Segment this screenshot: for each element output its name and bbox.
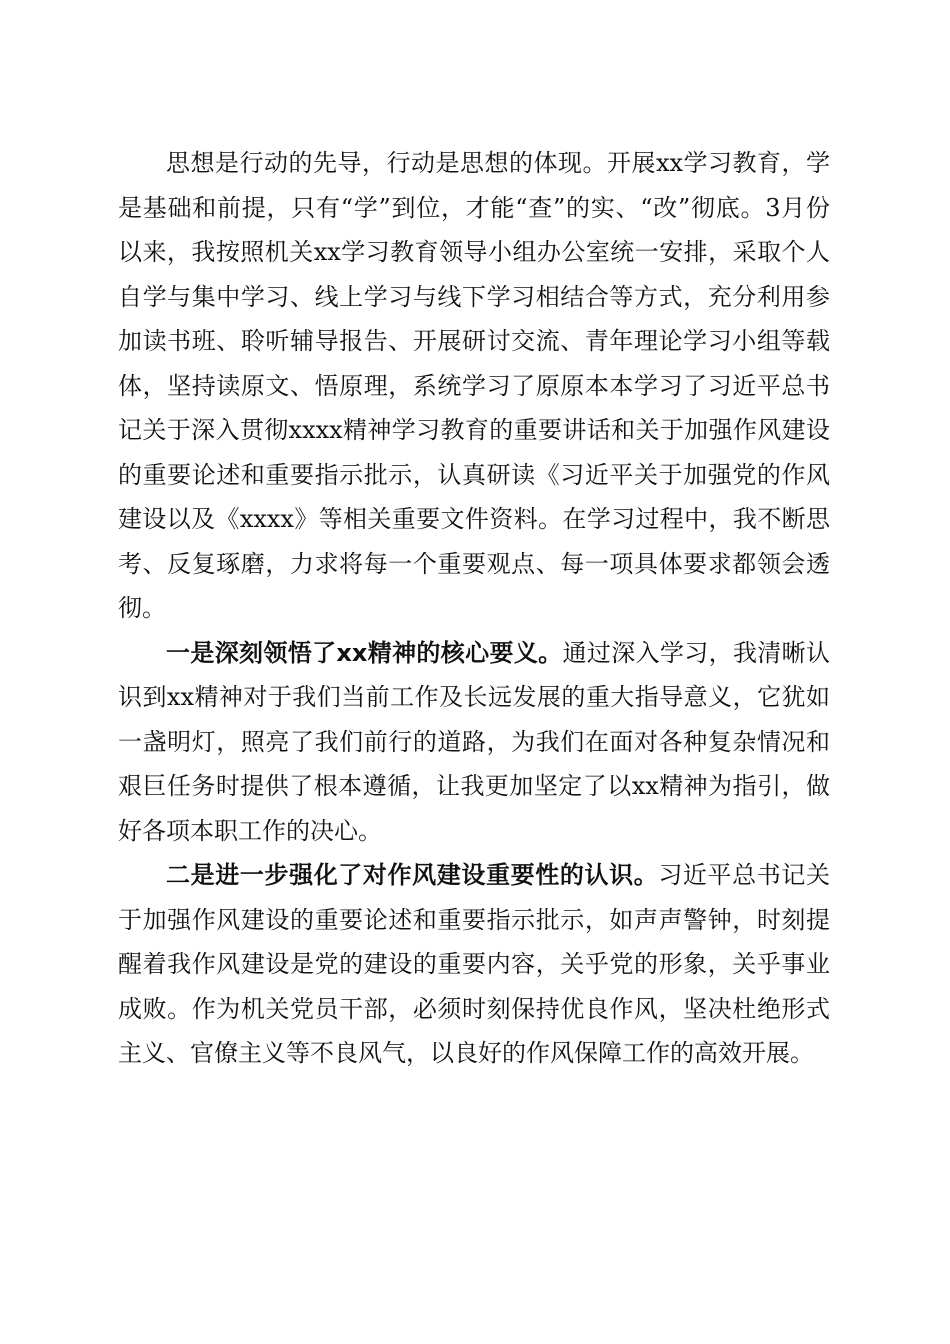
document-body bbox=[118, 141, 830, 1076]
paragraph-point-1-text: 通过深入学习，我清晰认识到xx精神对于我们当前工作及长远发展的重大指导意义，它犹如一盏明灯，照亮了我们前行的道路，为我们在面对各种复杂情况和艰巨任务时提供了根本遵循，让我更加坚定了以xx精神为指引，做好各项本职工作的决心。 bbox=[118, 638, 831, 845]
paragraph-point-1-lead: 一是深刻领悟了xx精神的核心要义。 bbox=[166, 638, 563, 667]
paragraph-point-2-text: 习近平总书记关于加强作风建设的重要论述和重要指示批示，如声声警钟，时刻提醒着我作风建设是党的建设的重要内容，关乎党的形象，关乎事业成败。作为机关党员干部，必须时刻保持优良作风，坚决杜绝形式主义、官僚主义等不良风气，以良好的作风保障工作的高效开展。 bbox=[118, 861, 831, 1067]
paragraph-intro-text: 思想是行动的先导，行动是思想的体现。开展xx学习教育，学是基础和前提，只有“学”到位，才能“查”的实、“改”彻底。3月份以来，我按照机关xx学习教育领导小组办公室统一安排，采取个人自学与集中学习、线上学习与线下学习相结合等方式，充分利用参加读书班、聆听辅导报告、开展研讨交流、青年理论学习小组等载体，坚持读原文、悟原理，系统学习了原原本本学习了习近平总书记关于深入贯彻xxxx精神学习教育的重要讲话和关于加强作风建设的重要论述和重要指示批示，认真研读《习近平关于加强党的作风建设以及《xxxx》等相关重要文件资料。在学习过程中，我不断思考、反复琢磨，力求将每一个重要观点、每一项具体要求都领会透彻。 bbox=[118, 149, 830, 622]
paragraph-intro bbox=[118, 141, 830, 631]
paragraph-point-2-lead: 二是进一步强化了对作风建设重要性的认识。 bbox=[166, 861, 659, 889]
paragraph-point-2 bbox=[118, 853, 830, 1076]
paragraph-point-1 bbox=[118, 631, 830, 854]
